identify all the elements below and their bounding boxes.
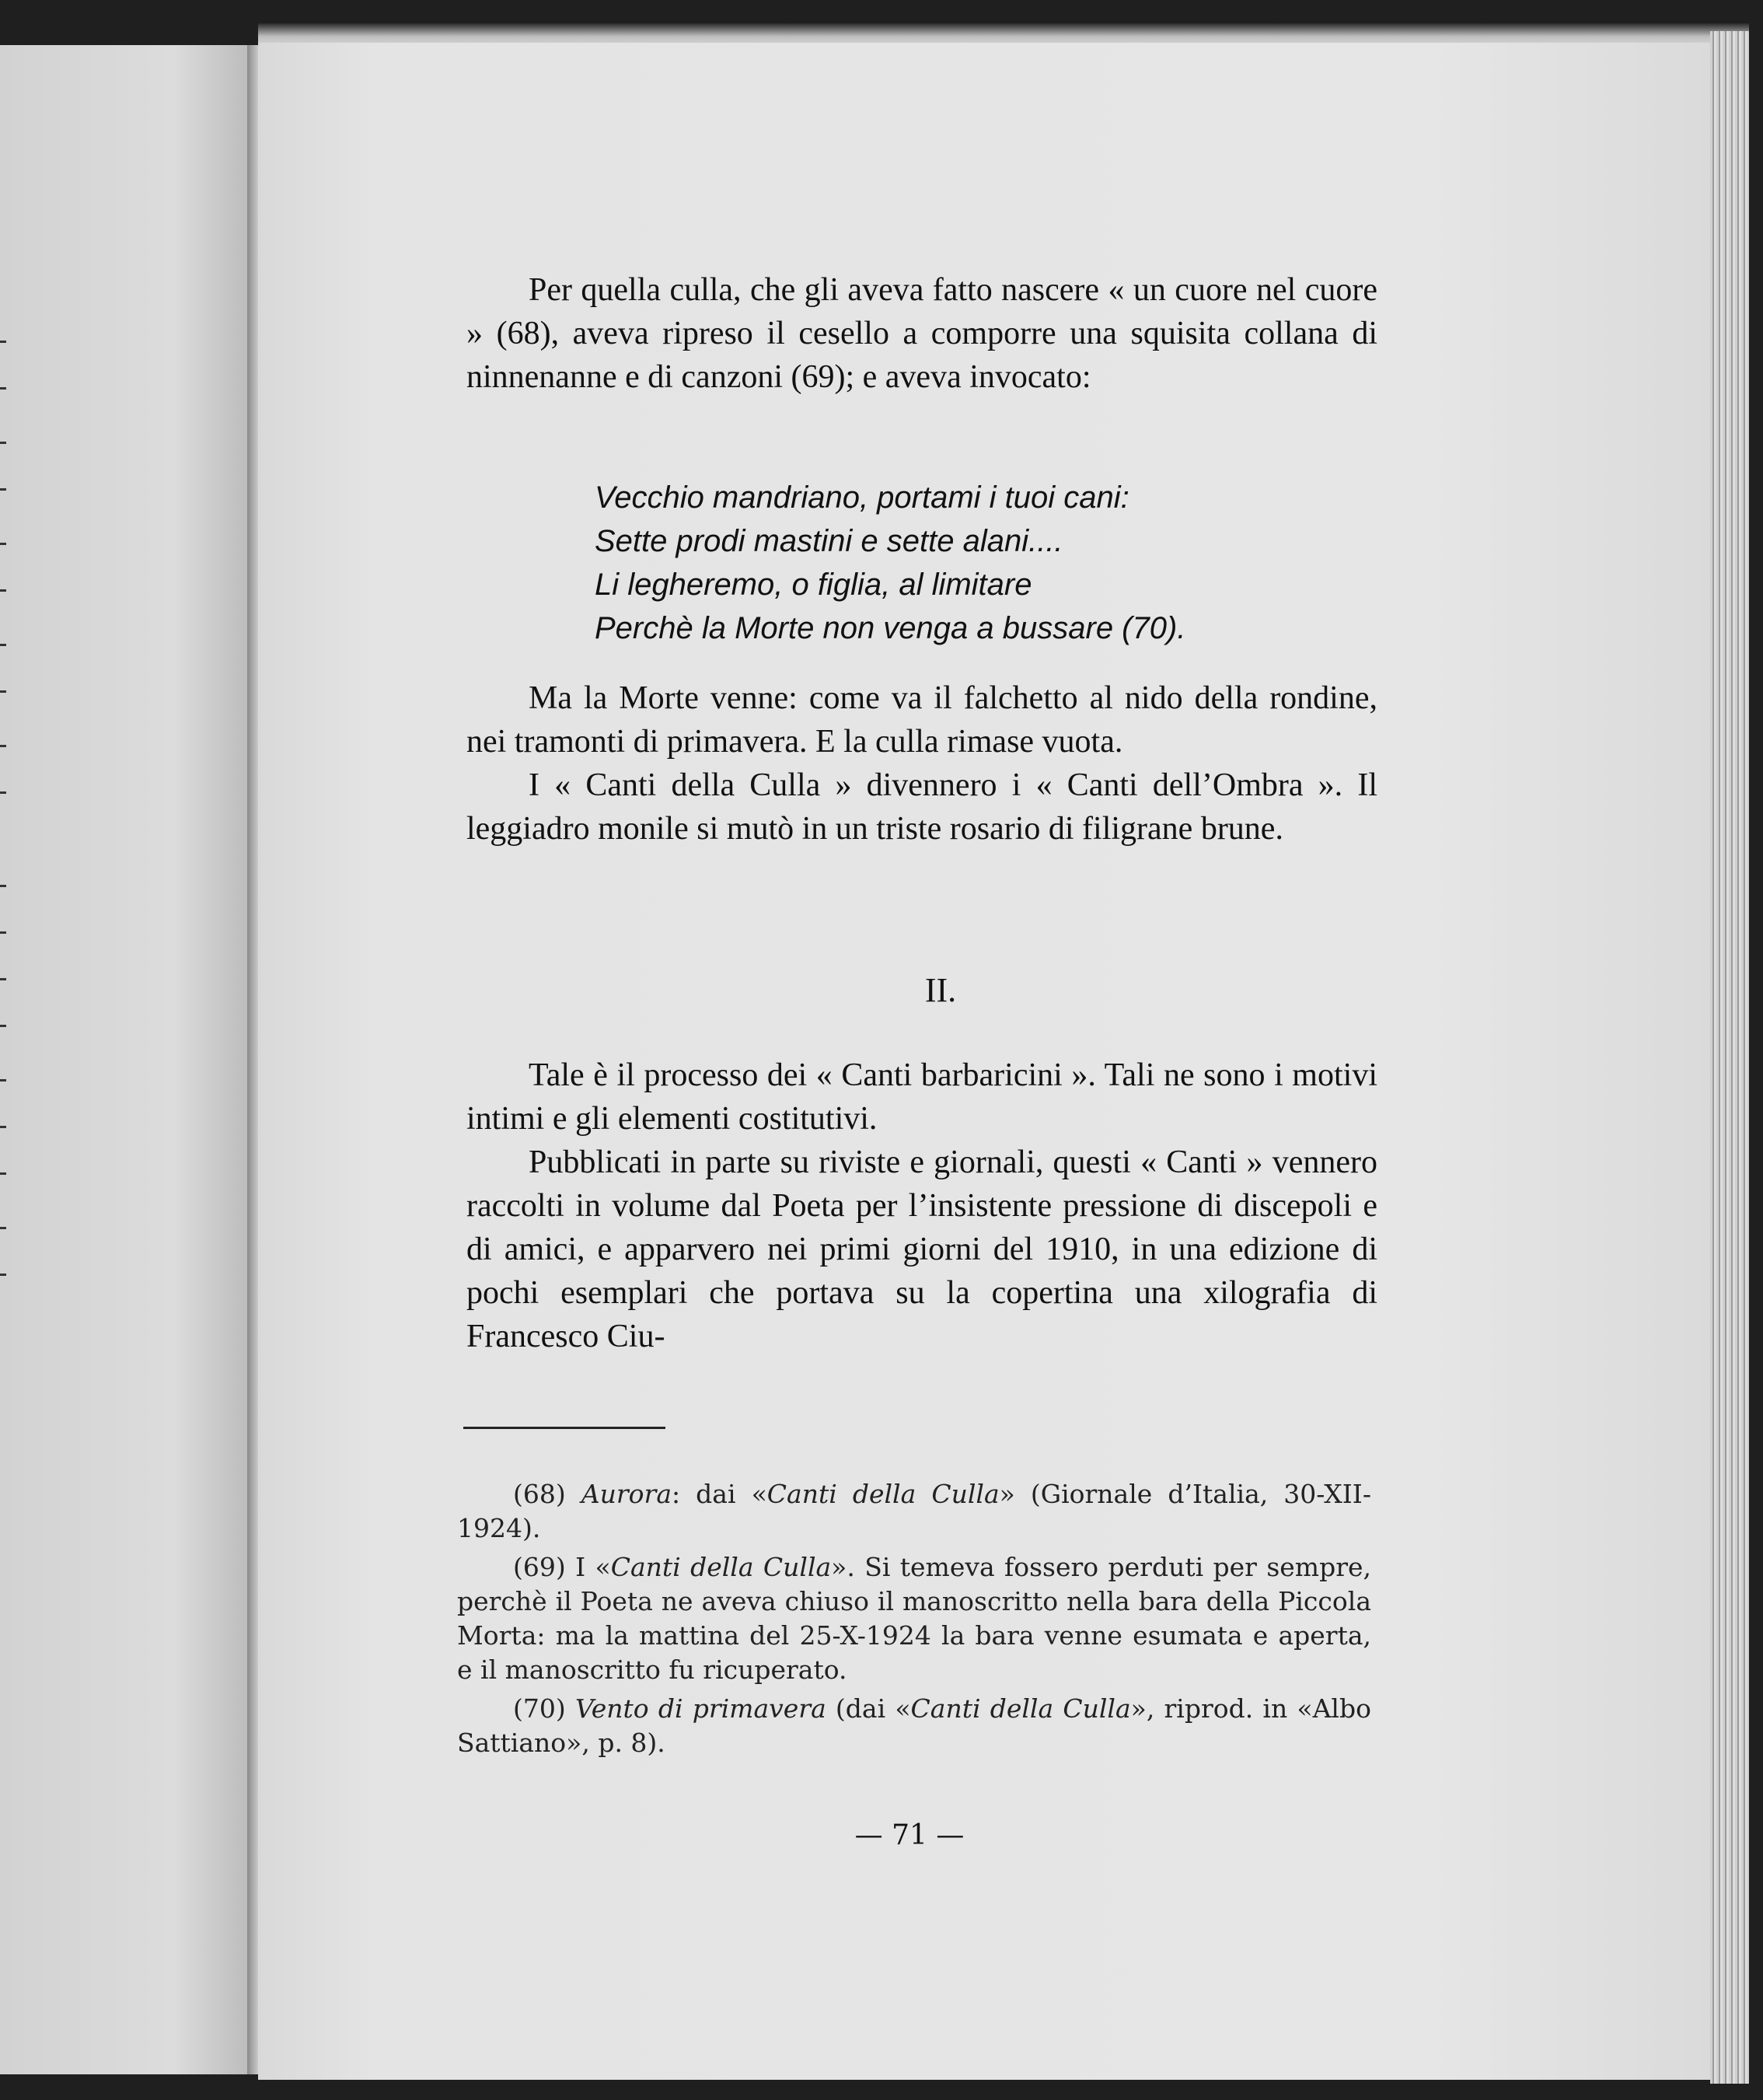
left-page-mark [0,488,6,491]
middle-text [466,676,1377,851]
left-page-mark [0,1126,6,1128]
left-page-text-remnants [0,278,9,1367]
paragraph-processo: Tale è il processo dei « Canti barbaricini ». Tali ne sono i motivi intimi e gli elementi costitutivi. [466,1057,1377,1137]
footnote-text: (dai « [826,1693,911,1724]
footnote-text: » (Giornale d’Italia, 30-XII-1924). [457,1479,1371,1543]
page-edges [1710,31,1749,2084]
page-number: — 71 — [854,1819,965,1851]
verse-line: Perchè la Morte non venga a bussare (70). [595,611,1186,645]
left-page-mark [0,1274,6,1276]
verse-line: Sette prodi mastini e sette alani.... [595,524,1063,558]
left-page-mark [0,1172,6,1175]
footnote-text: », riprod. in «Albo Sattiano», p. 8). [457,1693,1371,1758]
footnote-italic: Vento di primavera [574,1693,826,1724]
footnote-italic: Canti della Culla [766,1479,1000,1509]
paragraph-morte: Ma la Morte venne: come va il falchetto al nido della rondine, nei tramonti di primavera. E la culla rimase vuota. [466,680,1377,760]
left-page-mark [0,885,6,887]
verse-quote [595,476,1372,650]
verse-line: Li legheremo, o figlia, al limitare [595,568,1032,602]
footnote-text: ». Si temeva fossero perduti per sempre, perchè il Poeta ne aveva chiuso il manoscritto nella bara della Piccola Morta: ma la mattina del 25-X-1924 la bara venne esumata e aperta, e il manoscritto fu ricuperato. [457,1552,1371,1685]
left-page-mark [0,931,6,934]
footnote-text: : dai « [672,1479,767,1509]
footnote-number: (68) [513,1479,566,1509]
footnote-70 [457,1692,1371,1760]
left-page-mark [0,690,6,693]
verse-line: Vecchio mandriano, portami i tuoi cani: [595,480,1129,515]
footnotes [457,1477,1371,1765]
top-text [466,268,1377,399]
section-heading: II. [924,971,957,1009]
paragraph-culla: Per quella culla, che gli aveva fatto nascere « un cuore nel cuore » (68), aveva ripreso il cesello a comporre una squisita collana di ninnenanne e di canzoni (69); e aveva invocato: [466,272,1377,395]
footnote-italic: Aurora [581,1479,672,1509]
left-page-mark [0,442,6,444]
left-page-mark [0,1079,6,1081]
left-page-mark [0,543,6,545]
left-page-mark [0,1025,6,1027]
bottom-text [466,1053,1377,1358]
left-page [0,45,247,2074]
footnote-68 [457,1477,1371,1546]
left-page-mark [0,1227,6,1229]
left-page-mark [0,387,6,390]
page-top-edge [258,23,1749,45]
paragraph-canti-ombra: I « Canti della Culla » divennero i « Canti dell’Ombra ». Il leggiadro monile si mutò in un triste rosario di filigrane brune. [466,767,1377,847]
footnote-italic: Canti della Culla [610,1552,832,1582]
left-page-mark [0,791,6,794]
footnote-italic: Canti della Culla [910,1693,1131,1724]
left-page-mark [0,644,6,646]
paragraph-pubblicati: Pubblicati in parte su riviste e giornali, questi « Canti » vennero raccolti in volume dal Poeta per l’insistente pressione di discepoli e di amici, e apparvero nei primi giorni del 1910, in una edizione di pochi esemplari che portava su la copertina una xilografia di Francesco Ciu- [466,1144,1377,1354]
left-page-mark [0,589,6,592]
footnote-separator [463,1427,665,1429]
footnote-69 [457,1550,1371,1687]
book-gutter [247,45,258,2074]
left-page-mark [0,745,6,747]
footnote-number: (70) [513,1693,566,1724]
left-page-mark [0,978,6,980]
footnote-number: (69) [513,1552,566,1582]
left-page-mark [0,341,6,343]
footnote-text: I « [575,1552,611,1582]
